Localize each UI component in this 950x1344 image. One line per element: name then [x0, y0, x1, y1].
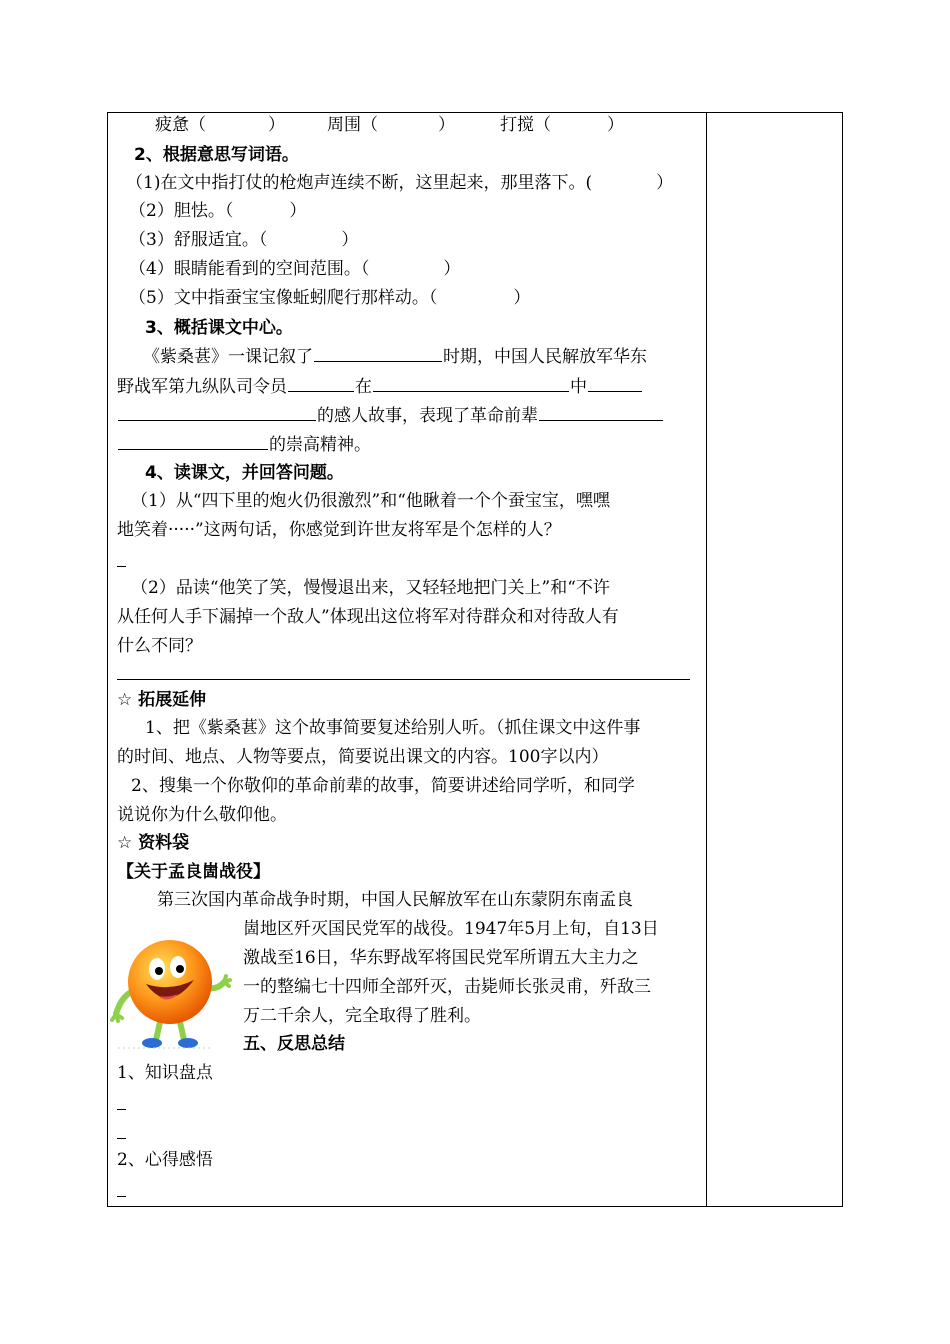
info-line-5: 万二千余人，完全取得了胜利。	[243, 1006, 481, 1026]
q2-item-2: （2）胆怯。（ ）	[129, 201, 307, 221]
q4-p1-line-2: 地笑着·····”这两句话，你感觉到许世友将军是个怎样的人？	[117, 520, 561, 540]
info-line-1: 第三次国内革命战争时期，中国人民解放军在山东蒙阴东南孟良	[157, 890, 633, 910]
blank-event-2[interactable]	[118, 405, 316, 421]
smiling-orange-mascot-icon	[110, 922, 232, 1052]
blank-period[interactable]	[314, 346, 442, 362]
info-line-3: 激战至16日，华东野战军将国民党军所谓五大主力之	[243, 948, 639, 968]
knowledge-review: 1、知识盘点	[117, 1063, 213, 1083]
vocab-word-2-row: 周围（ ）	[327, 115, 455, 135]
answer-line-q4-2[interactable]	[117, 679, 690, 680]
q4-p2-line-1: （2）品读“他笑了笑，慢慢退出来，又轻轻地把门关上”和“不许	[131, 578, 610, 598]
blank-spirit-2[interactable]	[118, 434, 268, 450]
q4-p2-line-2: 从任何人手下漏掉一个敌人”体现出这位将军对待群众和对待敌人有	[117, 607, 619, 627]
extension-item-2-line-2: 说说你为什么敬仰他。	[117, 805, 287, 825]
vocab-word-2: 周围（	[327, 115, 378, 135]
q3-line-3: 的感人故事，表现了革命前辈	[117, 405, 664, 426]
vocab-word-1: 疲惫（	[155, 115, 206, 135]
blank-spirit-1[interactable]	[539, 405, 663, 421]
q4-heading: 4、读课文，并回答问题。	[145, 463, 344, 483]
info-line-2: 崮地区歼灭国民党军的战役。1947年5月上旬，自13日	[243, 919, 659, 939]
q3-line-4: 的崇高精神。	[117, 434, 371, 455]
answer-line-knowledge-1[interactable]	[117, 1109, 126, 1110]
extension-heading: ☆ 拓展延伸	[117, 690, 207, 710]
q2-item-1: （1)在文中指打仗的枪炮声连续不断，这里起来，那里落下。( ）	[126, 173, 674, 193]
vocab-row: 疲惫（ ）	[155, 115, 285, 135]
extension-item-2-line-1: 2、搜集一个你敬仰的革命前辈的故事，简要讲述给同学听，和同学	[131, 776, 635, 796]
answer-line-q4-1[interactable]	[117, 566, 126, 567]
vocab-word-3-row: 打搅（ ）	[500, 115, 624, 135]
q2-heading: 2、根据意思写词语。	[134, 145, 299, 165]
reflection-heading: 五、反思总结	[243, 1034, 345, 1054]
extension-item-1-line-2: 的时间、地点、人物等要点，简要说出课文的内容。100字以内）	[117, 747, 609, 767]
insights: 2、心得感悟	[117, 1150, 213, 1170]
q4-p2-line-3: 什么不同？	[117, 636, 202, 656]
q3-line-1: 《紫桑葚》一课记叙了 时期，中国人民解放军华东	[143, 347, 647, 367]
blank-commander[interactable]	[288, 376, 354, 392]
extension-item-1-line-1: 1、把《紫桑葚》这个故事简要复述给别人听。（抓住课文中这件事	[145, 718, 641, 738]
blank-place[interactable]	[373, 376, 569, 392]
blank-event-1[interactable]	[588, 376, 642, 392]
info-line-4: 一的整编七十四师全部歼灭，击毙师长张灵甫，歼敌三	[243, 977, 651, 997]
q4-p1-line-1: （1）从“四下里的炮火仍很激烈”和“他瞅着一个个蚕宝宝，嘿嘿	[131, 491, 610, 511]
column-divider	[706, 112, 707, 1207]
q2-item-4: （4）眼睛能看到的空间范围。（ ）	[129, 259, 461, 279]
q2-item-5: （5）文中指蚕宝宝像蚯蚓爬行那样动。（ ）	[129, 288, 531, 308]
q3-heading: 3、概括课文中心。	[145, 318, 293, 338]
q2-item-3: （3）舒服适宜。（ ）	[129, 230, 359, 250]
vocab-word-3: 打搅（	[500, 115, 551, 135]
info-bag-heading: ☆ 资料袋	[117, 833, 190, 853]
answer-line-insights[interactable]	[117, 1196, 126, 1197]
info-bag-subheading: 【关于孟良崮战役】	[117, 862, 270, 882]
q3-line-2: 野战军第九纵队司令员 在 中	[117, 376, 643, 397]
answer-line-knowledge-2[interactable]	[117, 1138, 126, 1139]
